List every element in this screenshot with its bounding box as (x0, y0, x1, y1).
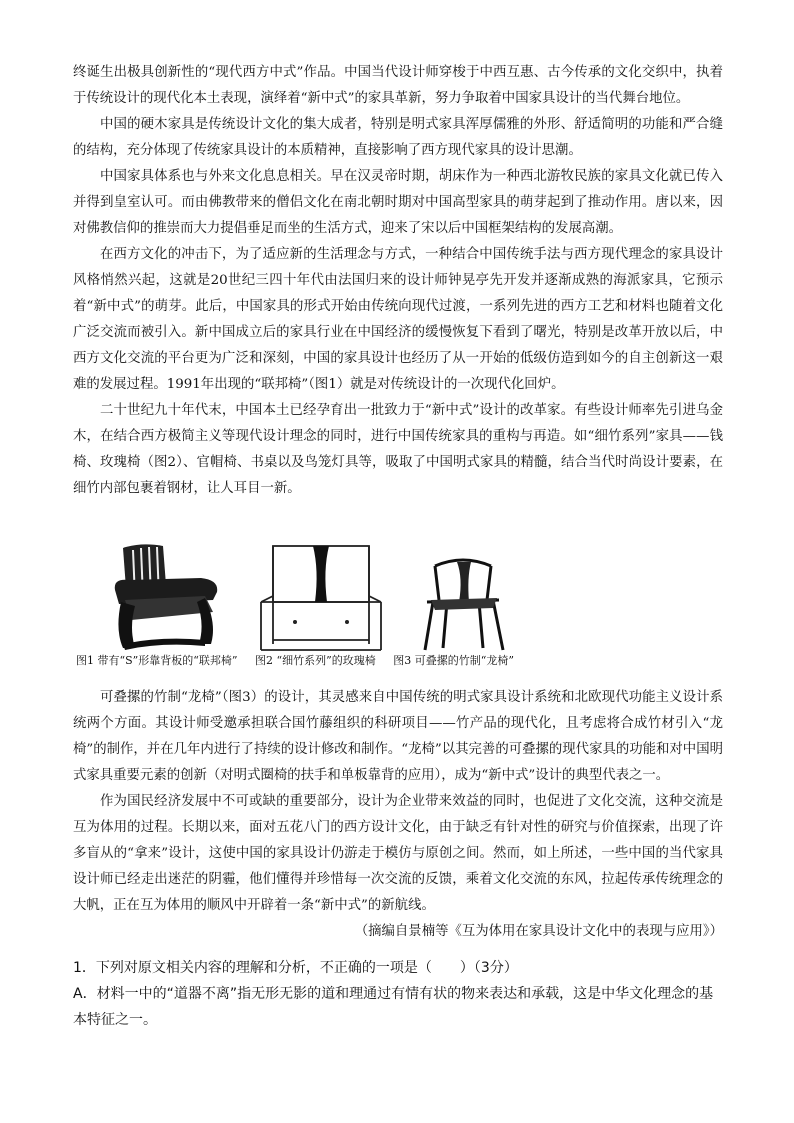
figure-3-caption: 图3 可叠摞的竹制“龙椅” (393, 654, 515, 667)
figure-2-caption: 图2 “细竹系列”的玫瑰椅 (255, 654, 376, 667)
paragraph: 作为国民经济发展中不可或缺的重要部分，设计为企业带来效益的同时，也促进了文化交流，这种交流是互为体用的过程。长期以来，面对五花八门的西方设计文化，由于缺乏有针对性的研究与价值探索，出现了许多盲从的“拿来”设计，这使中国的家具设计仍游走于模仿与原创之间。然而，如上所述，一些中国的当代家具设计师已经走出迷茫的阴霾，他们懂得并珍惜每一次交流的反馈，乘着文化交流的东风，拉起传承传统理念的大帆，正在互为体用的顺风中开辟着一条“新中式”的新航线。 (73, 794, 723, 913)
figure-row (73, 540, 723, 660)
paragraph: 二十世纪九十年代末，中国本土已经孕育出一批致力于“新中式”设计的改革家。有些设计师率先引进乌金木，在结合西方极简主义等现代设计理念的同时，进行中国传统家具的重构与再造。如“细竹系列”家具——钱椅、玫瑰椅（图2）、官帽椅、书桌以及鸟笼灯具等，吸取了中国明式家具的精髓，结合当代时尚设计要素，在细竹内部包裹着钢材，让人耳目一新。 (73, 403, 723, 496)
federation-chair-image (101, 540, 231, 655)
article-body-top (73, 60, 723, 502)
dragon-chair-image (413, 548, 513, 653)
paragraph: 在西方文化的冲击下，为了适应新的生活理念与方式，一种结合中国传统手法与西方现代理念的家具设计风格悄然兴起，这就是20世纪三四十年代由法国归来的设计师钟晃亭先开发并逐渐成熟的海派家具，它预示着“新中式”的萌芽。此后，中国家具的形式开始由传统向现代过渡，一系列先进的西方工艺和材料也随着文化广泛交流而被引入。新中国成立后的家具行业在中国经济的缓慢恢复下看到了曙光，特别是改革开放以后，中西方文化交流的平台更为广泛和深刻，中国的家具设计也经历了从一开始的低级仿造到如今的自主创新这一艰难的发展过程。1991年出现的“联邦椅”（图1）就是对传统设计的一次现代化回炉。 (73, 247, 723, 392)
question-block (73, 955, 723, 1033)
figure-1-caption: 图1 带有“S”形靠背板的“联邦椅” (76, 654, 238, 667)
paragraph: 可叠摞的竹制“龙椅”（图3）的设计，其灵感来自中国传统的明式家具设计系统和北欧现代功能主义设计系统两个方面。其设计师受邀承担联合国竹藤组织的科研项目——竹产品的现代化，且考虑将合成竹材引入“龙椅”的制作，并在几年内进行了持续的设计修改和制作。“龙椅”以其完善的可叠摞的现代家具的功能和对中国明式家具重要元素的创新（对明式圈椅的扶手和单板靠背的应用），成为“新中式”设计的典型代表之一。 (73, 690, 723, 783)
paragraph: 终诞生出极具创新性的“现代西方中式”作品。中国当代设计师穿梭于中西互惠、古今传承的文化交织中，执着于传统设计的现代化本土表现，演绎着“新中式”的家具革新，努力争取着中国家具设计的当代舞台地位。 (73, 65, 723, 106)
figure-captions (76, 653, 726, 669)
rose-chair-image (255, 540, 395, 652)
option-a: A．材料一中的“道器不离”指无形无影的道和理通过有情有状的物来表达和承载，这是中华文化理念的基本特征之一。 (73, 986, 714, 1028)
paragraph: 中国的硬木家具是传统设计文化的集大成者，特别是明式家具浑厚儒雅的外形、舒适简明的功能和严合缝的结构，充分体现了传统家具设计的本质精神，直接影响了西方现代家具的设计思潮。 (73, 117, 723, 158)
article-body-bottom (73, 685, 723, 945)
question-stem: 1．下列对原文相关内容的理解和分析，不正确的一项是（ ）（3分） (73, 960, 518, 976)
source-citation: （摘编自景楠等《互为体用在家具设计文化中的表现与应用》） (354, 924, 723, 939)
paragraph: 中国家具体系也与外来文化息息相关。早在汉灵帝时期，胡床作为一种西北游牧民族的家具文化就已传入并得到皇室认可。而由佛教带来的僧侣文化在南北朝时期对中国高型家具的萌芽起到了推动作用。唐以来，因对佛教信仰的推崇而大力提倡垂足而坐的生活方式，迎来了宋以后中国框架结构的发展高潮。 (73, 169, 723, 236)
